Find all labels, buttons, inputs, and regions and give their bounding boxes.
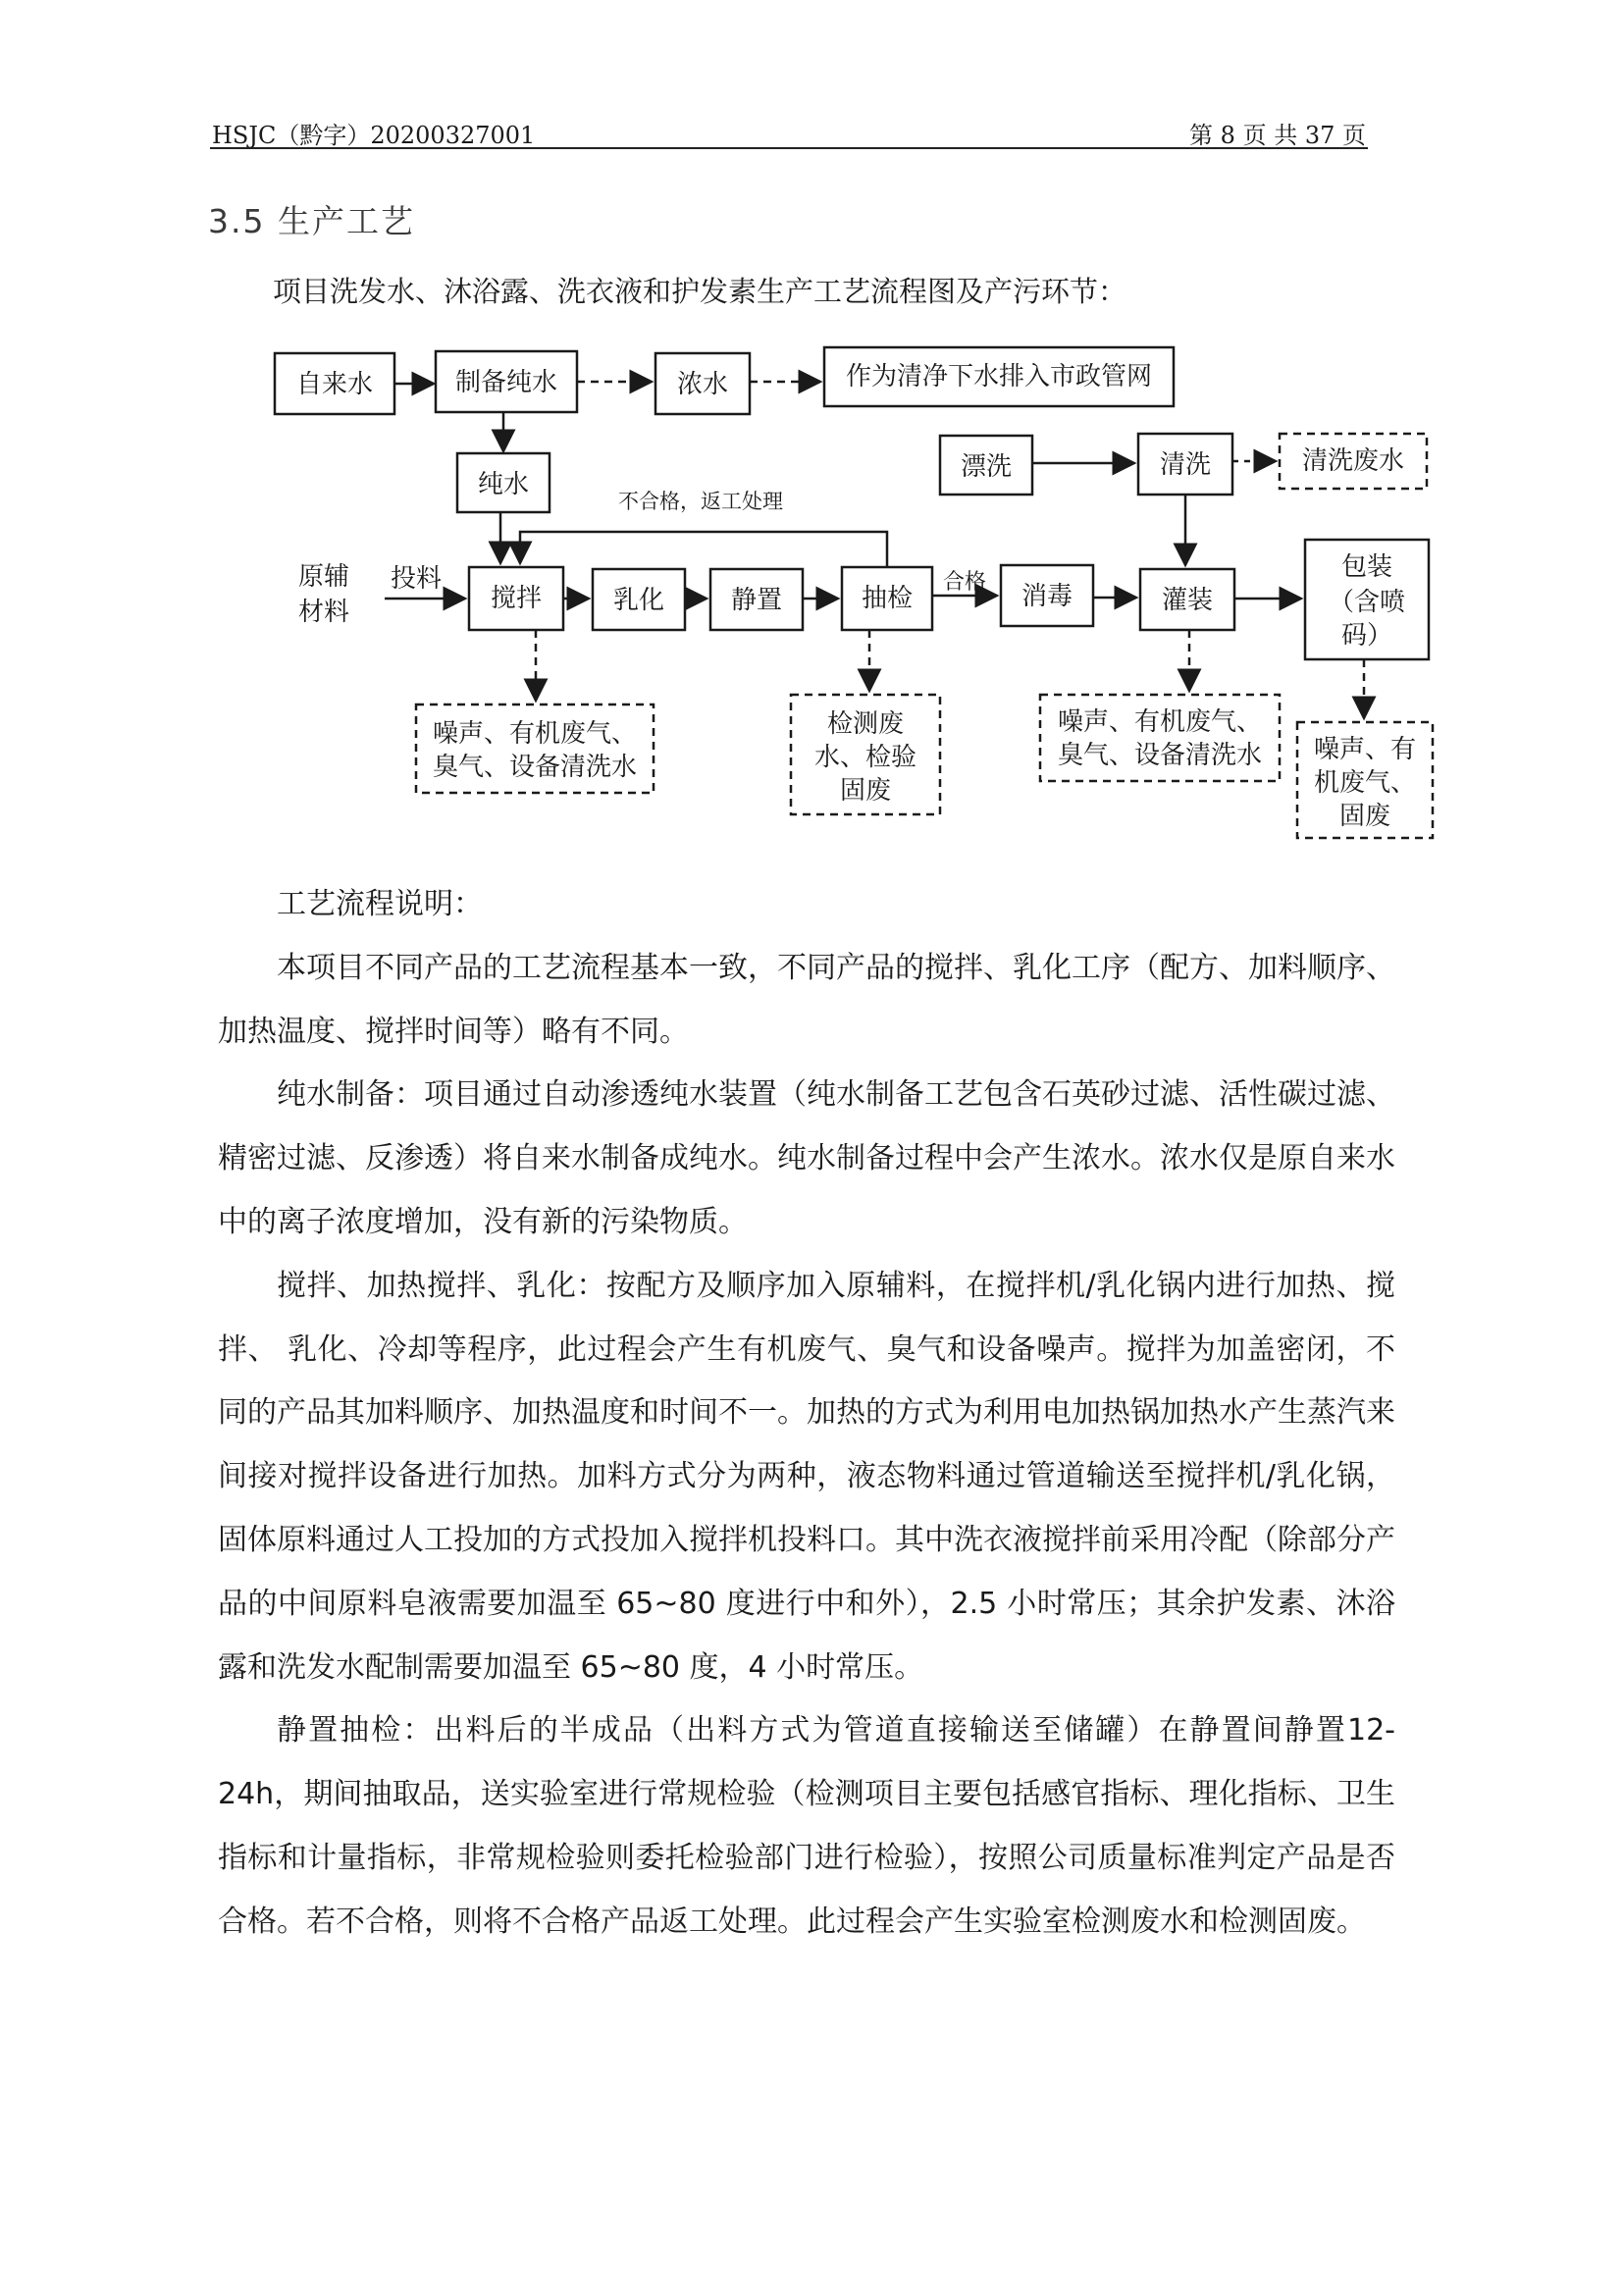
label-out-stir-1: 噪声、有机废气、 [432, 719, 638, 749]
label-out-fill-1: 噪声、有机废气、 [1057, 707, 1263, 737]
label-raw-1: 原辅 [297, 562, 350, 592]
label-out-fill-2: 臭气、设备清洗水 [1057, 741, 1263, 770]
label-discharge: 作为清净下水排入市政管网 [845, 362, 1153, 391]
label-raw-2: 材料 [297, 598, 350, 627]
paragraph-overview: 本项目不同产品的工艺流程基本一致，不同产品的搅拌、乳化工序（配方、加料顺序、加热温度、搅拌时间等）略有不同。 [218, 950, 1395, 1049]
label-out-pack-3: 固废 [1338, 802, 1391, 831]
label-out-check-2: 水、检验 [813, 743, 917, 772]
label-pure-water: 纯水 [477, 470, 530, 499]
label-packaging-1: 包装 [1340, 552, 1393, 582]
intro-text: 项目洗发水、沐浴露、洗衣液和护发素生产工艺流程图及产污环节： [273, 275, 1127, 308]
label-out-stir-2: 臭气、设备清洗水 [432, 753, 638, 782]
document-number: HSJC（黔字）20200327001 [212, 122, 536, 149]
label-packaging-2: （含喷 [1328, 588, 1406, 617]
label-feed: 投料 [390, 564, 443, 594]
label-disinfect: 消毒 [1021, 582, 1073, 611]
process-description [218, 873, 1395, 1955]
header-rule [210, 147, 1368, 149]
label-tap-water: 自来水 [295, 370, 374, 399]
label-stir: 搅拌 [490, 584, 543, 613]
label-cleaning-wastewater: 清洗废水 [1301, 446, 1405, 476]
label-rinse: 漂洗 [960, 452, 1013, 482]
paragraph-sampling: 静置抽检：出料后的半成品（出料方式为管道直接输送至储罐）在静置间静置12-24h，期间抽取品，送实验室进行常规检验（检测项目主要包括感官指标、理化指标、卫生指标和计量指标，非常规检验则委托检验部门进行检验），按照公司质量标准判定产品是否合格。若不合格，则将不合格产品返工处理。此过程会产生实验室检测废水和检测固废。 [218, 1713, 1395, 1939]
label-cleaning: 清洗 [1159, 450, 1212, 480]
section-title: 3.5 生产工艺 [208, 202, 415, 240]
paragraph-stirring: 搅拌、加热搅拌、乳化：按配方及顺序加入原辅料，在搅拌机/乳化锅内进行加热、搅拌、 乳化、冷却等程序，此过程会产生有机废气、臭气和设备噪声。搅拌为加盖密闭，不同的产品其加料顺序、加热温度和时间不一。加热的方式为利用电加热锅加热水产生蒸汽来间接对搅拌设备进行加热。加料方式分为两种，液态物料通过管道输送至搅拌机/乳化锅，固体原料通过人工投加的方式投加入搅拌机投料口。其中洗衣液搅拌前采用冷配（除部分产品的中间原料皂液需要加温至 65~80 度进行中和外），2.5 小时常压；其余护发素、沐浴露和洗发水配制需要加温至 65~80 度，4 小时常压。 [218, 1268, 1395, 1685]
paragraph-pure-water: 纯水制备：项目通过自动渗透纯水装置（纯水制备工艺包含石英砂过滤、活性碳过滤、精密过滤、反渗透）将自来水制备成纯水。纯水制备过程中会产生浓水。浓水仅是原自来水中的离子浓度增加，没有新的污染物质。 [218, 1077, 1395, 1239]
process-flowchart [0, 324, 1623, 854]
label-make-pure-water: 制备纯水 [454, 368, 558, 397]
label-unqualified: 不合格，返工处理 [618, 490, 783, 513]
label-settle: 静置 [730, 586, 783, 615]
label-sample-check: 抽检 [861, 584, 914, 613]
label-filling: 灌装 [1161, 586, 1214, 615]
description-heading: 工艺流程说明： [277, 887, 483, 921]
label-packaging-3: 码） [1340, 621, 1393, 651]
label-qualified: 合格 [942, 570, 987, 595]
label-out-check-1: 检测废 [826, 709, 905, 739]
label-out-pack-1: 噪声、有 [1313, 735, 1417, 764]
label-concentrate: 浓水 [676, 370, 729, 399]
label-out-check-3: 固废 [839, 776, 892, 806]
page-number: 第 8 页 共 37 页 [1189, 122, 1366, 149]
label-emulsify: 乳化 [612, 586, 665, 615]
label-out-pack-2: 机废气、 [1313, 768, 1417, 798]
